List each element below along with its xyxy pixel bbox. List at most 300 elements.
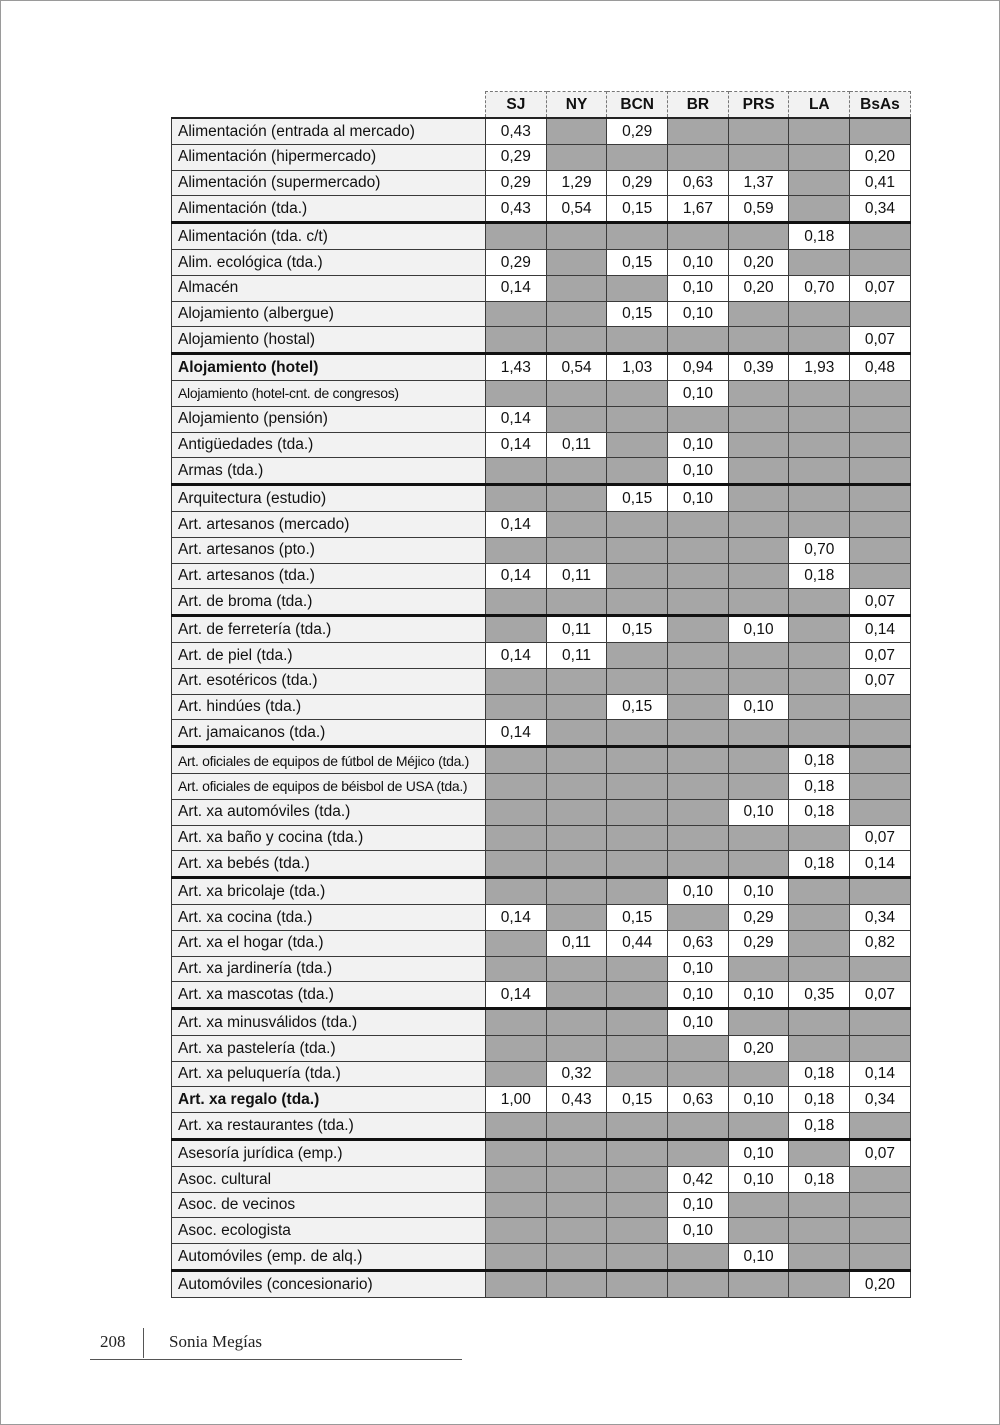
value-cell: 0,18 [789,1166,850,1192]
value-cell [546,825,607,851]
value-cell [789,1271,850,1298]
value-cell [789,458,850,485]
table-body [172,118,911,1297]
row-label: Art. xa mascotas (tda.) [172,982,486,1009]
value-cell [607,406,668,432]
value-cell: 0,70 [789,275,850,301]
value-cell: 0,10 [668,956,729,982]
value-cell [607,458,668,485]
value-cell: 0,10 [668,301,729,327]
value-cell: 0,11 [546,563,607,589]
header-blank-cell [172,92,486,119]
value-cell [607,1166,668,1192]
value-cell [728,642,789,668]
value-cell [668,1271,729,1298]
value-cell [546,1271,607,1298]
column-header: BsAs [850,92,911,119]
value-cell: 0,10 [668,275,729,301]
value-cell: 0,20 [728,249,789,275]
value-cell: 0,10 [668,982,729,1009]
value-cell [728,301,789,327]
value-cell: 0,10 [668,432,729,458]
value-cell [728,485,789,512]
value-cell: 0,44 [607,930,668,956]
value-cell [607,1035,668,1061]
row-label: Arquitectura (estudio) [172,485,486,512]
value-cell [607,1113,668,1140]
value-cell [850,537,911,563]
value-cell [486,851,547,878]
value-cell [486,1061,547,1087]
value-cell [728,1113,789,1140]
value-cell [668,511,729,537]
row-label: Alojamiento (albergue) [172,301,486,327]
value-cell [486,380,547,406]
value-cell: 1,43 [486,354,547,381]
value-cell [546,275,607,301]
value-cell: 0,07 [850,589,911,616]
value-cell: 0,14 [850,851,911,878]
value-cell: 0,07 [850,982,911,1009]
value-cell [486,747,547,774]
table-row [172,878,911,905]
row-label: Art. esotéricos (tda.) [172,668,486,694]
value-cell [789,642,850,668]
row-label: Art. xa bricolaje (tda.) [172,878,486,905]
value-cell [486,668,547,694]
value-cell [789,930,850,956]
value-cell [850,878,911,905]
value-cell: 0,41 [850,170,911,196]
value-cell: 0,15 [607,249,668,275]
value-cell [728,1009,789,1036]
value-cell [486,1192,547,1218]
table-row [172,249,911,275]
value-cell [546,118,607,144]
value-cell: 0,10 [728,1087,789,1113]
value-cell [789,1035,850,1061]
value-cell [486,1244,547,1271]
value-cell [789,720,850,747]
value-cell [850,485,911,512]
value-cell [850,380,911,406]
value-cell [607,747,668,774]
value-cell: 0,18 [789,1087,850,1113]
table-row [172,196,911,223]
value-cell [486,458,547,485]
table-row [172,1087,911,1113]
value-cell [789,196,850,223]
value-cell: 0,07 [850,642,911,668]
value-cell: 0,10 [728,799,789,825]
value-cell: 0,10 [728,1166,789,1192]
table-row [172,851,911,878]
header-row [172,92,911,119]
value-cell [607,275,668,301]
value-cell [850,118,911,144]
value-cell [668,1035,729,1061]
value-cell: 0,43 [546,1087,607,1113]
value-cell [668,616,729,643]
table-row [172,485,911,512]
value-cell: 0,10 [668,380,729,406]
value-cell: 0,59 [728,196,789,223]
table-row [172,589,911,616]
value-cell [668,694,729,720]
value-cell: 0,10 [728,694,789,720]
page-number: 208 [100,1332,126,1351]
value-cell [546,799,607,825]
row-label: Art. xa minusválidos (tda.) [172,1009,486,1036]
value-cell [850,432,911,458]
value-cell [546,982,607,1009]
value-cell [728,747,789,774]
value-cell [607,1192,668,1218]
value-cell [546,1218,607,1244]
value-cell [850,1035,911,1061]
value-cell [607,1218,668,1244]
value-cell [789,1140,850,1167]
value-cell [546,956,607,982]
value-cell [546,1166,607,1192]
value-cell [607,1009,668,1036]
value-cell: 0,15 [607,301,668,327]
value-cell [607,982,668,1009]
value-cell: 0,14 [486,432,547,458]
value-cell [607,380,668,406]
data-table [171,91,911,1298]
row-label: Automóviles (emp. de alq.) [172,1244,486,1271]
column-header: BCN [607,92,668,119]
page-footer [90,1328,462,1360]
value-cell [850,406,911,432]
value-cell [607,537,668,563]
value-cell: 0,63 [668,930,729,956]
row-label: Art. artesanos (mercado) [172,511,486,537]
value-cell [607,799,668,825]
value-cell: 0,94 [668,354,729,381]
value-cell [850,956,911,982]
value-cell [486,694,547,720]
table-row [172,327,911,354]
value-cell [668,223,729,250]
value-cell [850,799,911,825]
value-cell: 0,10 [728,616,789,643]
value-cell [850,1192,911,1218]
value-cell: 1,29 [546,170,607,196]
row-label: Art. oficiales de equipos de fútbol de Méjico (tda.) [172,747,486,774]
value-cell [668,563,729,589]
value-cell [789,249,850,275]
row-label: Art. hindúes (tda.) [172,694,486,720]
row-label: Asoc. cultural [172,1166,486,1192]
value-cell: 0,14 [486,563,547,589]
value-cell [486,1113,547,1140]
value-cell [850,458,911,485]
value-cell [668,1140,729,1167]
value-cell [486,1166,547,1192]
table-row [172,1244,911,1271]
table-row [172,223,911,250]
value-cell: 0,18 [789,563,850,589]
author-name: Sonia Megías [169,1332,263,1351]
value-cell [850,1113,911,1140]
value-cell: 0,29 [486,144,547,170]
value-cell: 0,43 [486,196,547,223]
value-cell [486,825,547,851]
value-cell [668,799,729,825]
table-row [172,694,911,720]
value-cell [789,956,850,982]
footer-divider [143,1328,144,1358]
value-cell [850,563,911,589]
value-cell [546,773,607,799]
value-cell [850,511,911,537]
value-cell [607,1271,668,1298]
value-cell [850,1009,911,1036]
value-cell [668,720,729,747]
table-row [172,1113,911,1140]
value-cell [728,223,789,250]
row-label: Alimentación (tda. c/t) [172,223,486,250]
value-cell [546,1244,607,1271]
value-cell [486,1271,547,1298]
table-row [172,1218,911,1244]
value-cell: 0,54 [546,196,607,223]
table-row [172,170,911,196]
value-cell [486,773,547,799]
table-row [172,354,911,381]
value-cell [789,144,850,170]
value-cell [546,537,607,563]
table-row [172,511,911,537]
value-cell [607,432,668,458]
table-row [172,1166,911,1192]
row-label: Art. oficiales de equipos de béisbol de USA (tda.) [172,773,486,799]
value-cell [486,485,547,512]
value-cell: 0,20 [850,144,911,170]
value-cell [546,1140,607,1167]
value-cell [728,1061,789,1087]
value-cell [728,327,789,354]
table-row [172,144,911,170]
value-cell: 0,10 [728,982,789,1009]
value-cell: 0,14 [486,642,547,668]
value-cell [486,930,547,956]
row-label: Art. xa peluquería (tda.) [172,1061,486,1087]
row-label: Armas (tda.) [172,458,486,485]
value-cell [607,1244,668,1271]
value-cell [728,1192,789,1218]
value-cell [850,747,911,774]
value-cell [668,406,729,432]
row-label: Automóviles (concesionario) [172,1271,486,1298]
column-header: BR [668,92,729,119]
value-cell: 0,63 [668,1087,729,1113]
value-cell [789,511,850,537]
row-label: Art. xa regalo (tda.) [172,1087,486,1113]
value-cell: 0,18 [789,747,850,774]
value-cell: 0,39 [728,354,789,381]
value-cell [850,720,911,747]
value-cell [789,904,850,930]
value-cell [789,1009,850,1036]
value-cell [850,1244,911,1271]
value-cell: 0,07 [850,327,911,354]
value-cell [607,720,668,747]
value-cell [728,956,789,982]
value-cell [668,668,729,694]
value-cell [607,144,668,170]
row-label: Art. de ferretería (tda.) [172,616,486,643]
value-cell [789,1218,850,1244]
value-cell [728,118,789,144]
value-cell [668,642,729,668]
value-cell [546,380,607,406]
value-cell: 0,20 [728,275,789,301]
value-cell [668,144,729,170]
value-cell: 1,00 [486,1087,547,1113]
value-cell [546,1192,607,1218]
value-cell: 0,35 [789,982,850,1009]
value-cell [546,878,607,905]
value-cell: 0,34 [850,904,911,930]
value-cell [546,249,607,275]
value-cell: 0,29 [486,170,547,196]
value-cell [728,851,789,878]
value-cell [607,773,668,799]
value-cell: 0,18 [789,799,850,825]
table-row [172,668,911,694]
value-cell: 0,07 [850,275,911,301]
value-cell: 0,10 [668,458,729,485]
value-cell: 0,32 [546,1061,607,1087]
value-cell [546,485,607,512]
table-row [172,1140,911,1167]
value-cell [668,1244,729,1271]
column-header: PRS [728,92,789,119]
value-cell: 0,10 [668,249,729,275]
value-cell [850,249,911,275]
table-row [172,1035,911,1061]
value-cell [546,668,607,694]
value-cell [546,851,607,878]
value-cell: 0,11 [546,432,607,458]
table-row [172,799,911,825]
row-label: Alimentación (hipermercado) [172,144,486,170]
value-cell: 0,10 [668,1009,729,1036]
value-cell [668,327,729,354]
row-label: Antigüedades (tda.) [172,432,486,458]
value-cell [789,1244,850,1271]
value-cell: 0,10 [728,1244,789,1271]
value-cell [789,825,850,851]
value-cell [607,511,668,537]
value-cell: 0,70 [789,537,850,563]
table-row [172,616,911,643]
value-cell [607,1061,668,1087]
value-cell [486,589,547,616]
row-label: Alojamiento (hostal) [172,327,486,354]
value-cell: 0,11 [546,616,607,643]
value-cell: 0,07 [850,668,911,694]
value-cell [486,878,547,905]
value-cell [486,223,547,250]
value-cell [668,825,729,851]
value-cell: 0,18 [789,851,850,878]
value-cell: 0,43 [486,118,547,144]
value-cell [546,144,607,170]
value-cell: 0,14 [850,1061,911,1087]
column-header: SJ [486,92,547,119]
value-cell [728,406,789,432]
value-cell: 0,07 [850,825,911,851]
row-label: Art. xa automóviles (tda.) [172,799,486,825]
value-cell: 0,10 [728,878,789,905]
value-cell [728,563,789,589]
value-cell [546,589,607,616]
value-cell: 0,14 [850,616,911,643]
value-cell [789,432,850,458]
value-cell [486,537,547,563]
value-cell [546,327,607,354]
value-cell [668,118,729,144]
row-label: Art. de broma (tda.) [172,589,486,616]
value-cell: 0,29 [607,170,668,196]
value-cell [546,1035,607,1061]
value-cell [850,773,911,799]
value-cell: 0,07 [850,1140,911,1167]
table-row [172,1271,911,1298]
row-label: Art. jamaicanos (tda.) [172,720,486,747]
value-cell: 0,10 [728,1140,789,1167]
value-cell [668,1113,729,1140]
value-cell: 0,29 [728,904,789,930]
table-row [172,301,911,327]
value-cell [668,851,729,878]
value-cell: 0,18 [789,1061,850,1087]
value-cell: 0,14 [486,982,547,1009]
value-cell: 0,18 [789,223,850,250]
value-cell [607,589,668,616]
value-cell: 0,15 [607,616,668,643]
value-cell [850,223,911,250]
value-cell [607,563,668,589]
value-cell: 0,54 [546,354,607,381]
value-cell: 0,15 [607,694,668,720]
value-cell [728,773,789,799]
value-cell [546,1009,607,1036]
value-cell [546,720,607,747]
value-cell [668,747,729,774]
row-label: Alojamiento (hotel-cnt. de congresos) [172,380,486,406]
value-cell: 0,42 [668,1166,729,1192]
table-row [172,275,911,301]
value-cell [486,1218,547,1244]
table-row [172,1192,911,1218]
value-cell [607,668,668,694]
value-cell [728,825,789,851]
value-cell [789,327,850,354]
value-cell [850,1218,911,1244]
table-row [172,1061,911,1087]
value-cell: 0,14 [486,511,547,537]
value-cell: 0,10 [668,1192,729,1218]
value-cell: 0,11 [546,930,607,956]
row-label: Almacén [172,275,486,301]
value-cell: 0,10 [668,1218,729,1244]
value-cell [850,694,911,720]
